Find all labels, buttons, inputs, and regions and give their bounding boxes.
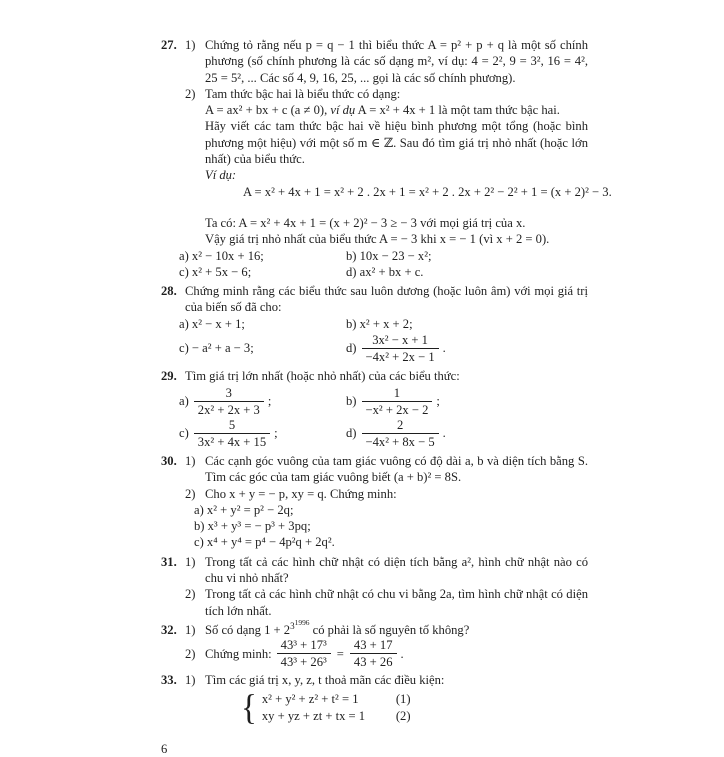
- fraction-denominator: −4x² + 2x − 1: [362, 348, 439, 364]
- problem-33: [161, 672, 588, 728]
- fraction: [362, 418, 439, 449]
- item-d: [346, 418, 588, 449]
- problem-30-body: [185, 453, 588, 551]
- problem-31-part-2: [185, 586, 588, 619]
- fraction-numerator: 3: [225, 385, 232, 400]
- item-b: b) x³ + y³ = − p³ + 3pq;: [194, 519, 311, 534]
- problem-28: [161, 283, 588, 365]
- fraction: [194, 418, 270, 449]
- part-2-text: Trong tất cả các hình chữ nhật có chu vi bằng 2a, tìm hình chữ nhật có diện tích lớn nhất.: [205, 587, 588, 618]
- part-2-body: [205, 638, 588, 669]
- equation-1: x² + y² + z² + t² = 1: [261, 691, 359, 706]
- part-2-number: 2): [185, 486, 196, 501]
- part-1-number: 1): [185, 453, 196, 468]
- problem-33-part-1: [185, 672, 588, 688]
- exponent: 3: [290, 620, 295, 631]
- formula-pre: A = ax² + bx + c (a ≠ 0),: [205, 103, 331, 118]
- problem-30: [161, 453, 588, 551]
- power-prefix: Số có dạng 1 + 2: [205, 622, 291, 637]
- problem-27-number: 27.: [161, 38, 177, 52]
- problem-29-intro: Tìm giá trị lớn nhất (hoặc nhỏ nhất) của các biểu thức:: [185, 369, 460, 384]
- problem-28-items-row-2: [179, 333, 588, 364]
- fraction: [194, 386, 264, 417]
- problem-28-intro: Chứng minh rằng các biểu thức sau luôn dương (hoặc luôn âm) với mọi giá trị của biến số đã cho:: [185, 284, 588, 315]
- part-1-text: [205, 617, 588, 638]
- problem-30-part-2: [185, 486, 588, 551]
- page-number: 6: [161, 741, 168, 756]
- part-1-text: Tìm các giá trị x, y, z, t thoả mãn các điều kiện:: [205, 673, 445, 688]
- vay-line: Vậy giá trị nhỏ nhất của biểu thức A = − 3 khi x = − 1 (vì x + 2 = 0).: [205, 232, 550, 247]
- problem-29: [161, 368, 588, 450]
- item-a-tail: ;: [267, 393, 272, 408]
- problem-29-items-row-2: [179, 418, 588, 449]
- problem-28-body: [179, 283, 588, 365]
- problem-33-body: [185, 672, 588, 728]
- task-text: Hãy viết các tam thức bậc hai về hiệu bình phương một tổng (hoặc bình phương một hiệu) với một số m ∈ ℤ. Sau đó tìm giá trị nhỏ nhất (hoặc lớn nhất) của biểu thức.: [205, 119, 588, 167]
- part-1-text: Các cạnh góc vuông của tam giác vuông có độ dài a, b và diện tích bằng S. Tìm các góc của tam giác vuông biết (a + b)² = 8S.: [205, 453, 588, 485]
- fraction-numerator: 5: [228, 417, 236, 432]
- problem-32-number: 32.: [161, 622, 177, 637]
- problem-27-part-1: [185, 37, 588, 86]
- fraction-denominator: 43 + 26: [350, 653, 397, 669]
- fraction: [362, 386, 433, 417]
- part-1-number: 1): [185, 38, 196, 52]
- equals-sign: =: [336, 646, 344, 661]
- problem-28-number: 28.: [161, 284, 177, 299]
- fraction-numerator: 3x² − x + 1: [372, 333, 428, 348]
- problem-29-body: [179, 368, 588, 450]
- problem-30-part-1: [185, 453, 588, 486]
- fraction-denominator: 3x² + 4x + 15: [194, 433, 270, 449]
- problem-32-part-2: [185, 638, 588, 669]
- equation-system: [241, 688, 588, 728]
- fraction-denominator: 43³ + 26³: [277, 653, 331, 669]
- example-label: Ví dụ:: [205, 168, 237, 183]
- part-2-body: [194, 486, 588, 551]
- exponent-of-exponent: 1996: [294, 617, 310, 627]
- system-row-2: [262, 708, 411, 726]
- item-a: a) x² − 10x + 16;: [179, 248, 264, 263]
- problem-31-part-1: [185, 554, 588, 587]
- fraction-numerator: 43 + 17: [353, 638, 393, 653]
- problem-31: [161, 554, 588, 619]
- example-label-line: [205, 167, 588, 183]
- part-2-label: Chứng minh:: [205, 646, 272, 661]
- problem-30-number: 30.: [161, 453, 177, 468]
- fraction-denominator: 2x² + 2x + 3: [194, 401, 264, 417]
- part-2-body: [205, 86, 612, 248]
- item-a: a) x² − x + 1;: [179, 316, 245, 331]
- item-c-label: c): [179, 426, 189, 441]
- system-equations: [262, 691, 411, 726]
- problem-27-items-row-2: [179, 264, 588, 280]
- item-a: a) x² + y² = p² − 2q;: [194, 502, 294, 517]
- fraction-right: [350, 638, 397, 669]
- system-row-1: [262, 691, 411, 709]
- part-1-text: Trong tất cả các hình chữ nhật có diện tích bằng a², hình chữ nhật nào có chu vi nhỏ nhất?: [205, 554, 588, 585]
- item-c: [179, 340, 346, 356]
- item-a-label: a): [179, 393, 189, 408]
- item-d-label: d): [346, 341, 357, 356]
- part-1-number: 1): [185, 554, 196, 569]
- problem-32-body: [185, 617, 588, 670]
- item-b-label: b): [346, 393, 357, 408]
- item-b: b) 10x − 23 − x²;: [346, 248, 432, 263]
- problem-28-items-row-1: [179, 316, 588, 332]
- part-2-intro: Cho x + y = − p, xy = q. Chứng minh:: [205, 486, 397, 501]
- problem-27-body: [179, 37, 612, 280]
- problem-33-number: 33.: [161, 673, 177, 688]
- formula-line: [205, 102, 588, 118]
- item-c-tail: ;: [274, 426, 278, 441]
- part-2-number: 2): [185, 587, 196, 602]
- problem-27: [161, 37, 612, 280]
- item-c: [179, 418, 346, 449]
- part-2-tail: .: [400, 646, 404, 661]
- item-d-tail: .: [442, 426, 446, 441]
- item-b: b) x² + x + 2;: [346, 316, 413, 331]
- intro-line: Tam thức bậc hai là biểu thức có dạng:: [205, 86, 401, 101]
- example-equation: A = x² + 4x + 1 = x² + 2 . 2x + 1 = x² + 2 . 2x + 2² − 2² + 1 = (x + 2)² − 3.: [243, 184, 612, 199]
- problem-27-part-2: [185, 86, 612, 248]
- item-d: [346, 333, 588, 364]
- part-1-number: 1): [185, 622, 196, 637]
- fraction-numerator: 2: [396, 417, 404, 432]
- part-2-number: 2): [185, 86, 196, 101]
- item-d-tail: .: [442, 341, 446, 356]
- fraction-denominator: −4x² + 8x − 5: [362, 433, 439, 449]
- power-tower: [290, 617, 310, 631]
- fraction-denominator: −x² + 2x − 2: [362, 401, 433, 417]
- equation-2: xy + yz + zt + tx = 1: [261, 709, 366, 724]
- formula-post: A = x² + 4x + 1 là một tam thức bậc hai.: [355, 103, 560, 118]
- item-b: [346, 386, 588, 417]
- problem-27-items-row-1: [179, 248, 588, 264]
- item-c: c) x² + 5x − 6;: [179, 264, 252, 279]
- problem-31-number: 31.: [161, 554, 177, 569]
- spacer: [205, 200, 588, 215]
- fraction-numerator: 1: [393, 385, 401, 400]
- part-1-text: Chứng tỏ rằng nếu p = q − 1 thì biểu thức A = p² + p + q là một số chính phương (số chính phương là các số dạng m², ví dụ: 4 = 2², 9 = 3², 16 = 4², 25 = 5², ... Các số 4, 9, 16, 25, ... gọi là các số chính phương).: [205, 38, 588, 85]
- item-d: d) ax² + bx + c.: [346, 264, 424, 279]
- item-b-tail: ;: [436, 393, 440, 408]
- item-d-label: d): [346, 426, 357, 441]
- system-brace: {: [241, 688, 257, 728]
- power-suffix: có phải là số nguyên tố không?: [309, 622, 470, 637]
- fraction: [362, 333, 439, 364]
- item-c-text: c) − a² + a − 3;: [179, 341, 254, 356]
- problem-29-number: 29.: [161, 369, 177, 384]
- equation-2-tag: (2): [395, 709, 411, 724]
- item-c: c) x⁴ + y⁴ = p⁴ − 4p²q + 2q².: [194, 535, 335, 550]
- problem-31-body: [185, 554, 588, 619]
- fraction-numerator: 43³ + 17³: [280, 638, 327, 653]
- fraction-left: [277, 638, 331, 669]
- part-1-number: 1): [185, 673, 196, 688]
- problem-32-part-1: [185, 617, 588, 638]
- vi-du-inline: ví dụ: [330, 103, 356, 118]
- equation-1-tag: (1): [395, 691, 411, 706]
- ta-co-line: Ta có: A = x² + 4x + 1 = (x + 2)² − 3 ≥ − 3 với mọi giá trị của x.: [205, 215, 526, 230]
- problem-29-items-row-1: [179, 386, 588, 417]
- problem-32: [161, 617, 588, 670]
- item-a: [179, 386, 346, 417]
- part-2-number: 2): [185, 646, 196, 661]
